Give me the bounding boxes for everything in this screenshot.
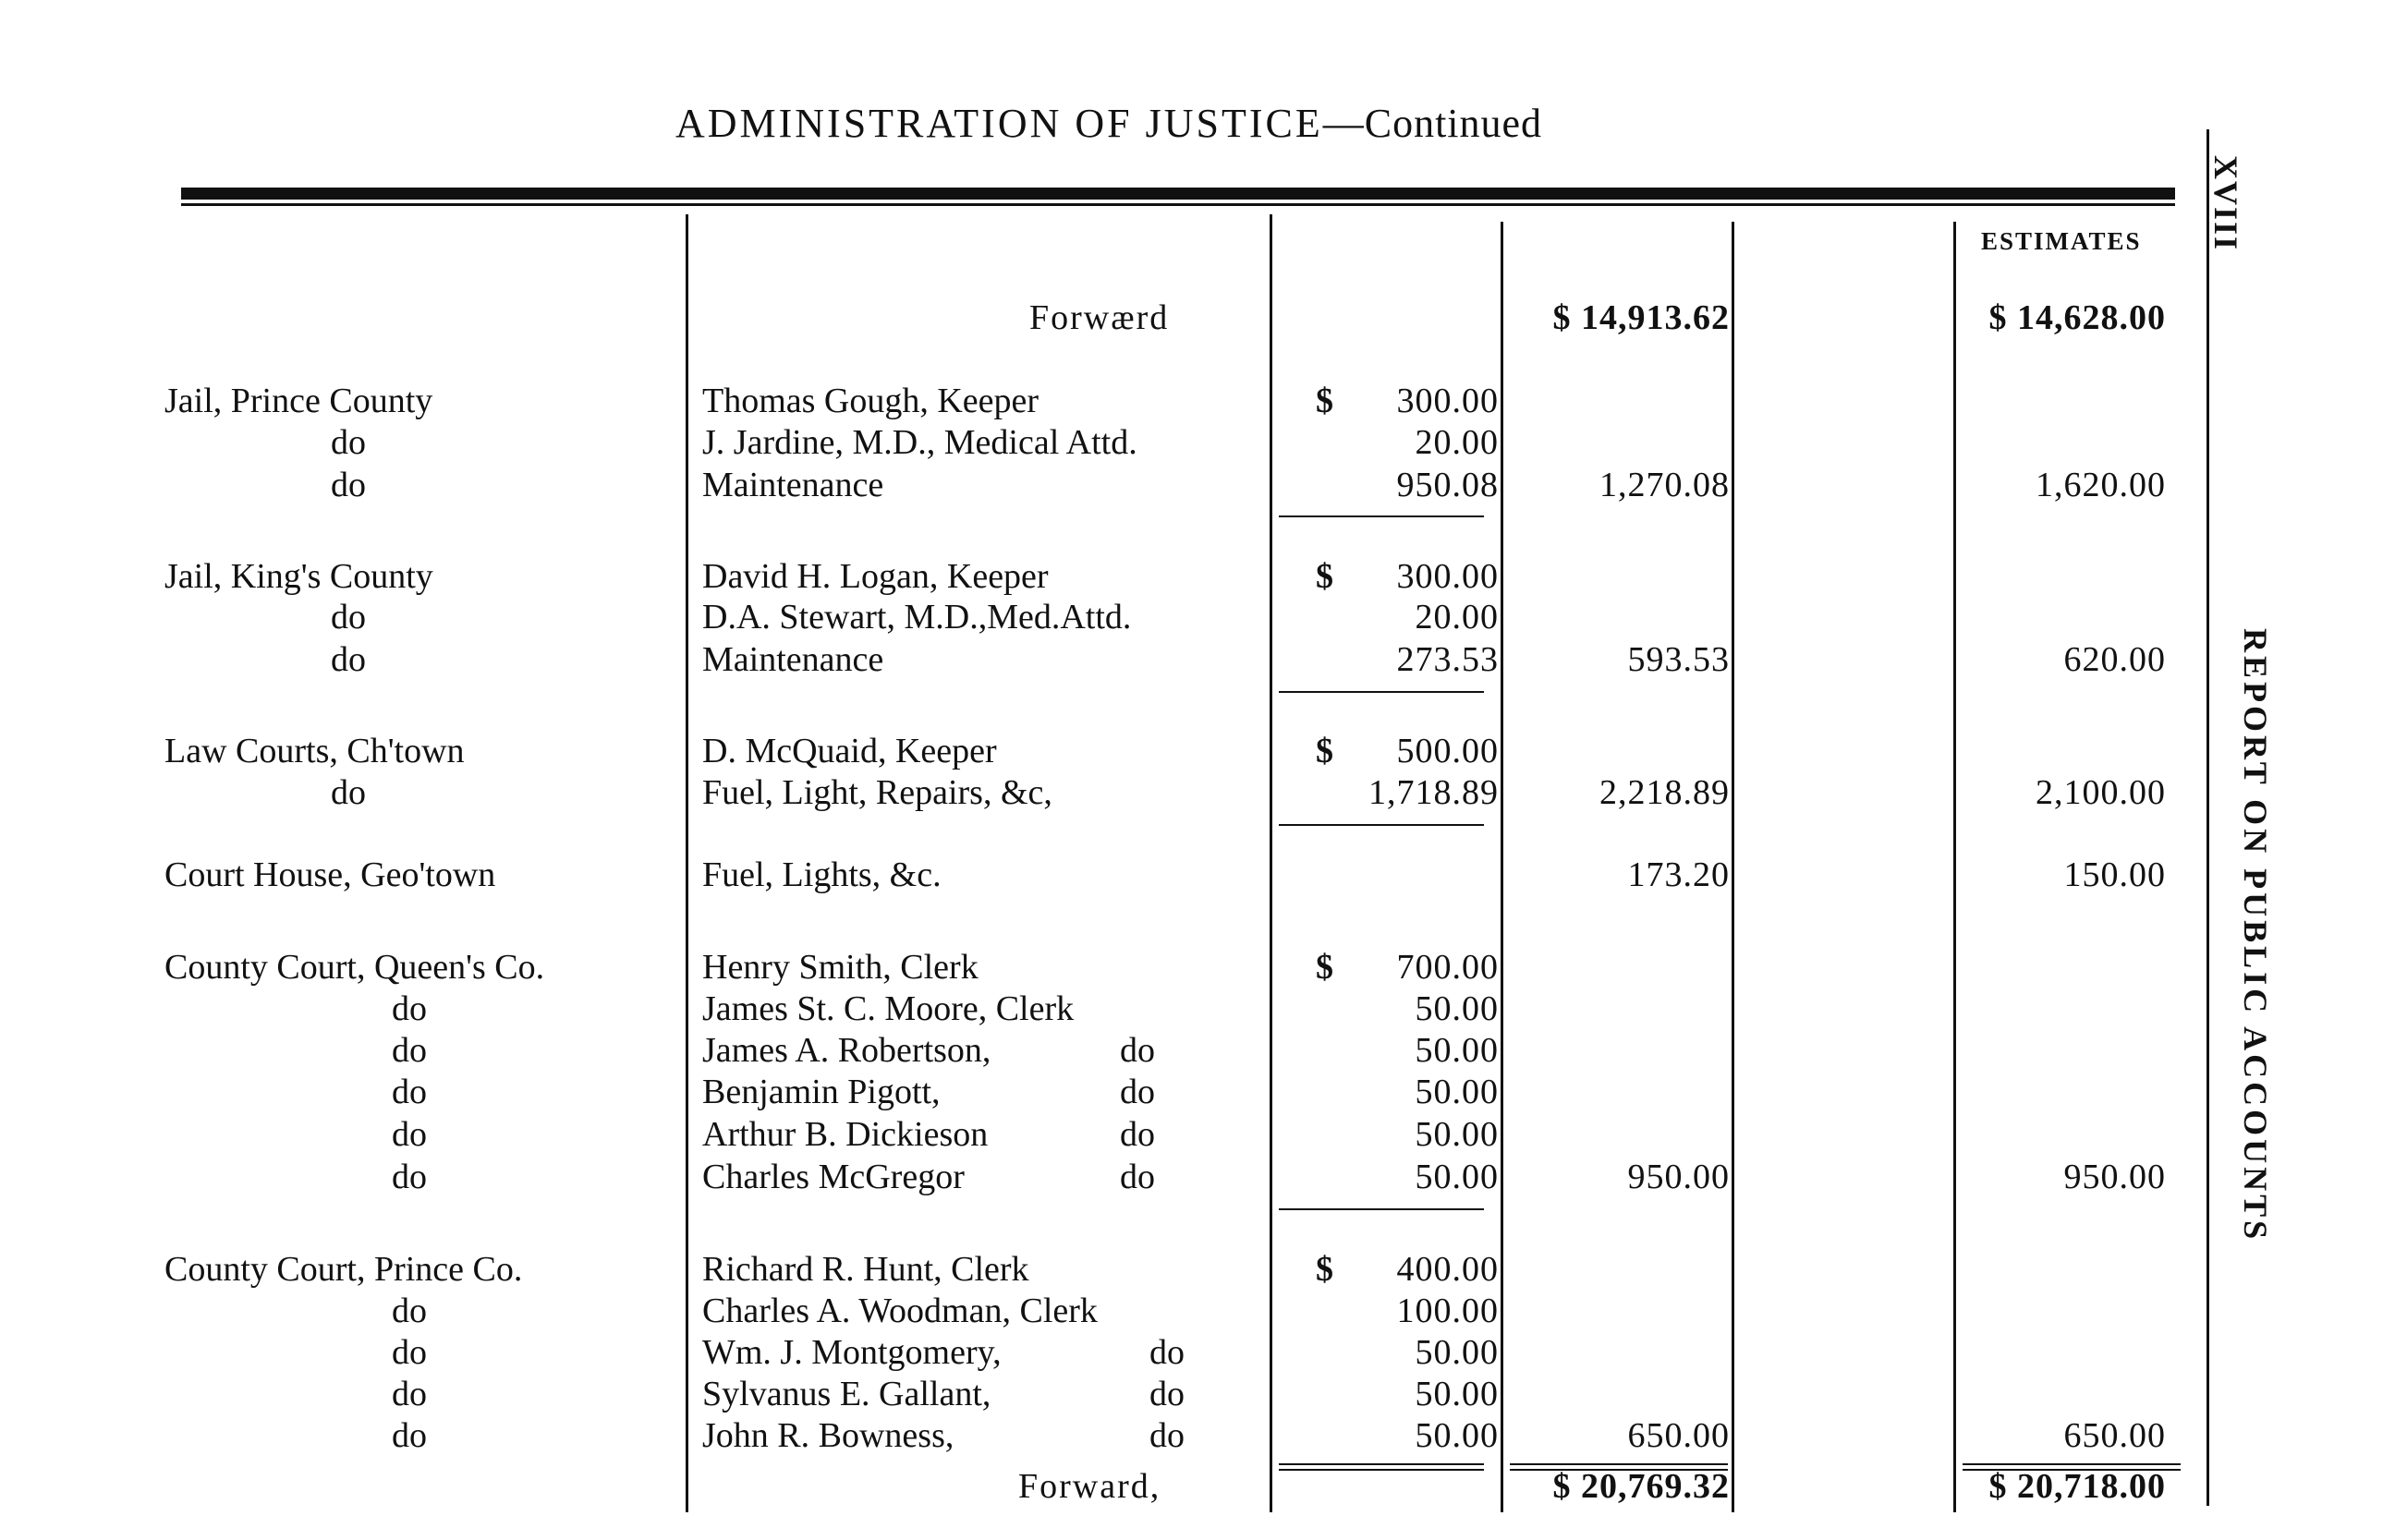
row-estimate: 620.00: [2063, 640, 2166, 679]
row-amount: 50.00: [1415, 1031, 1499, 1070]
table-row: [0, 1291, 2199, 1333]
row-payee: James St. C. Moore, Clerk: [702, 989, 1075, 1028]
subtotal-rule: [1279, 515, 1484, 517]
subtotal-rule: [1279, 691, 1484, 693]
table-row: [0, 597, 2199, 639]
row-amount: 273.53: [1396, 640, 1499, 679]
row-institution: do: [331, 466, 366, 504]
row-payee: D.A. Stewart, M.D.,Med.Attd.: [702, 598, 1132, 637]
row-payee: Thomas Gough, Keeper: [702, 382, 1039, 420]
row-estimate: 650.00: [2063, 1416, 2166, 1455]
row-dollar-sign: $: [1316, 1250, 1333, 1289]
table-row: [0, 465, 2199, 507]
row-total: 950.00: [1627, 1158, 1730, 1196]
row-payee-ditto: do: [1120, 1031, 1155, 1070]
row-payee-ditto: do: [1120, 1115, 1155, 1154]
row-amount: 20.00: [1415, 423, 1499, 462]
row-institution: do: [392, 1031, 427, 1070]
row-institution: do: [392, 1375, 427, 1413]
estimates-header: ESTIMATES: [1981, 227, 2142, 255]
row-institution: do: [331, 423, 366, 462]
row-institution: do: [392, 1158, 427, 1196]
row-total: 1,270.08: [1599, 466, 1730, 504]
row-payee-ditto: do: [1149, 1333, 1185, 1372]
row-institution: do: [392, 1291, 427, 1330]
row-amount: 50.00: [1415, 1333, 1499, 1372]
row-total: 2,218.89: [1599, 773, 1730, 812]
row-payee: Charles McGregor: [702, 1158, 965, 1196]
row-institution: do: [331, 773, 366, 812]
row-institution: County Court, Queen's Co.: [164, 948, 545, 987]
row-amount: 50.00: [1415, 1158, 1499, 1196]
forward-total: $ 20,769.32: [1552, 1467, 1730, 1506]
row-payee-ditto: do: [1120, 1073, 1155, 1111]
row-amount: 300.00: [1396, 557, 1499, 596]
table-row: [0, 639, 2199, 682]
row-payee: Maintenance: [702, 640, 884, 679]
row-institution: Law Courts, Ch'town: [164, 732, 465, 770]
row-amount: 700.00: [1396, 948, 1499, 987]
row-payee: Fuel, Lights, &c.: [702, 855, 942, 894]
row-institution: do: [331, 640, 366, 679]
page-number: XVIII: [2207, 155, 2244, 252]
page-title: [0, 100, 2218, 147]
row-institution: County Court, Prince Co.: [164, 1250, 523, 1289]
row-institution: do: [392, 989, 427, 1028]
row-payee: Richard R. Hunt, Clerk: [702, 1250, 1029, 1289]
row-payee: Henry Smith, Clerk: [702, 948, 979, 987]
table-row: [0, 855, 2199, 897]
row-payee: David H. Logan, Keeper: [702, 557, 1049, 596]
row-amount: 500.00: [1396, 732, 1499, 770]
row-amount: 50.00: [1415, 1375, 1499, 1413]
row-payee: Maintenance: [702, 466, 884, 504]
row-amount: 300.00: [1396, 382, 1499, 420]
row-institution: do: [392, 1115, 427, 1154]
row-estimate: 1,620.00: [2036, 466, 2166, 504]
forward-row-bottom: [0, 1466, 2199, 1509]
subtotal-rule: [1279, 1208, 1484, 1210]
row-total: 650.00: [1627, 1416, 1730, 1455]
forward-label: Forwærd: [1029, 298, 1170, 337]
row-amount: 20.00: [1415, 598, 1499, 637]
running-side-title: REPORT ON PUBLIC ACCOUNTS: [2237, 628, 2274, 1243]
row-estimate: 150.00: [2063, 855, 2166, 894]
row-institution: do: [392, 1333, 427, 1372]
table-row: [0, 381, 2199, 423]
row-estimate: 950.00: [2063, 1158, 2166, 1196]
row-payee: Wm. J. Montgomery,: [702, 1333, 1002, 1372]
row-total: 173.20: [1627, 855, 1730, 894]
table-row: [0, 1114, 2199, 1157]
row-payee: Arthur B. Dickieson: [702, 1115, 989, 1154]
table-row: [0, 1332, 2199, 1375]
forward-label: Forward,: [1018, 1467, 1161, 1506]
row-dollar-sign: $: [1316, 382, 1333, 420]
table-row: [0, 1374, 2199, 1416]
row-amount: 50.00: [1415, 1416, 1499, 1455]
row-amount: 400.00: [1396, 1250, 1499, 1289]
row-dollar-sign: $: [1316, 557, 1333, 596]
row-payee-ditto: do: [1120, 1158, 1155, 1196]
table-row: [0, 772, 2199, 815]
table-row: [0, 1415, 2199, 1458]
row-institution: Jail, King's County: [164, 557, 433, 596]
row-payee: D. McQuaid, Keeper: [702, 732, 997, 770]
table-row: [0, 1157, 2199, 1199]
row-payee: J. Jardine, M.D., Medical Attd.: [702, 423, 1137, 462]
subtotal-rule: [1279, 824, 1484, 826]
table-row: [0, 731, 2199, 773]
row-amount: 1,718.89: [1368, 773, 1499, 812]
table-row: [0, 1030, 2199, 1073]
row-payee: Charles A. Woodman, Clerk: [702, 1291, 1098, 1330]
table-row: [0, 422, 2199, 465]
forward-total: $ 14,913.62: [1552, 298, 1730, 337]
forward-estimate: $ 20,718.00: [1988, 1467, 2166, 1506]
header-rule-thin: [181, 203, 2175, 206]
row-institution: do: [392, 1073, 427, 1111]
row-payee-ditto: do: [1149, 1375, 1185, 1413]
header-rule-thick: [181, 188, 2175, 200]
row-estimate: 2,100.00: [2036, 773, 2166, 812]
row-institution: do: [392, 1416, 427, 1455]
row-amount: 100.00: [1396, 1291, 1499, 1330]
title-main: ADMINISTRATION OF JUSTICE: [675, 101, 1323, 146]
forward-row-top: [0, 297, 2199, 340]
row-institution: do: [331, 598, 366, 637]
page-margin-line: [2206, 129, 2209, 1506]
table-row: [0, 988, 2199, 1031]
row-institution: Jail, Prince County: [164, 382, 433, 420]
row-institution: Court House, Geo'town: [164, 855, 496, 894]
row-amount: 950.08: [1396, 466, 1499, 504]
table-row: [0, 556, 2199, 599]
title-suffix: —Continued: [1322, 101, 1543, 146]
row-dollar-sign: $: [1316, 732, 1333, 770]
row-payee: Sylvanus E. Gallant,: [702, 1375, 991, 1413]
row-payee: James A. Robertson,: [702, 1031, 991, 1070]
row-amount: 50.00: [1415, 989, 1499, 1028]
row-payee: Fuel, Light, Repairs, &c,: [702, 773, 1052, 812]
row-amount: 50.00: [1415, 1115, 1499, 1154]
table-row: [0, 1072, 2199, 1114]
row-total: 593.53: [1627, 640, 1730, 679]
row-amount: 50.00: [1415, 1073, 1499, 1111]
row-payee: John R. Bowness,: [702, 1416, 954, 1455]
forward-estimate: $ 14,628.00: [1988, 298, 2166, 337]
row-payee: Benjamin Pigott,: [702, 1073, 941, 1111]
table-row: [0, 1249, 2199, 1291]
row-dollar-sign: $: [1316, 948, 1333, 987]
row-payee-ditto: do: [1149, 1416, 1185, 1455]
table-row: [0, 947, 2199, 989]
